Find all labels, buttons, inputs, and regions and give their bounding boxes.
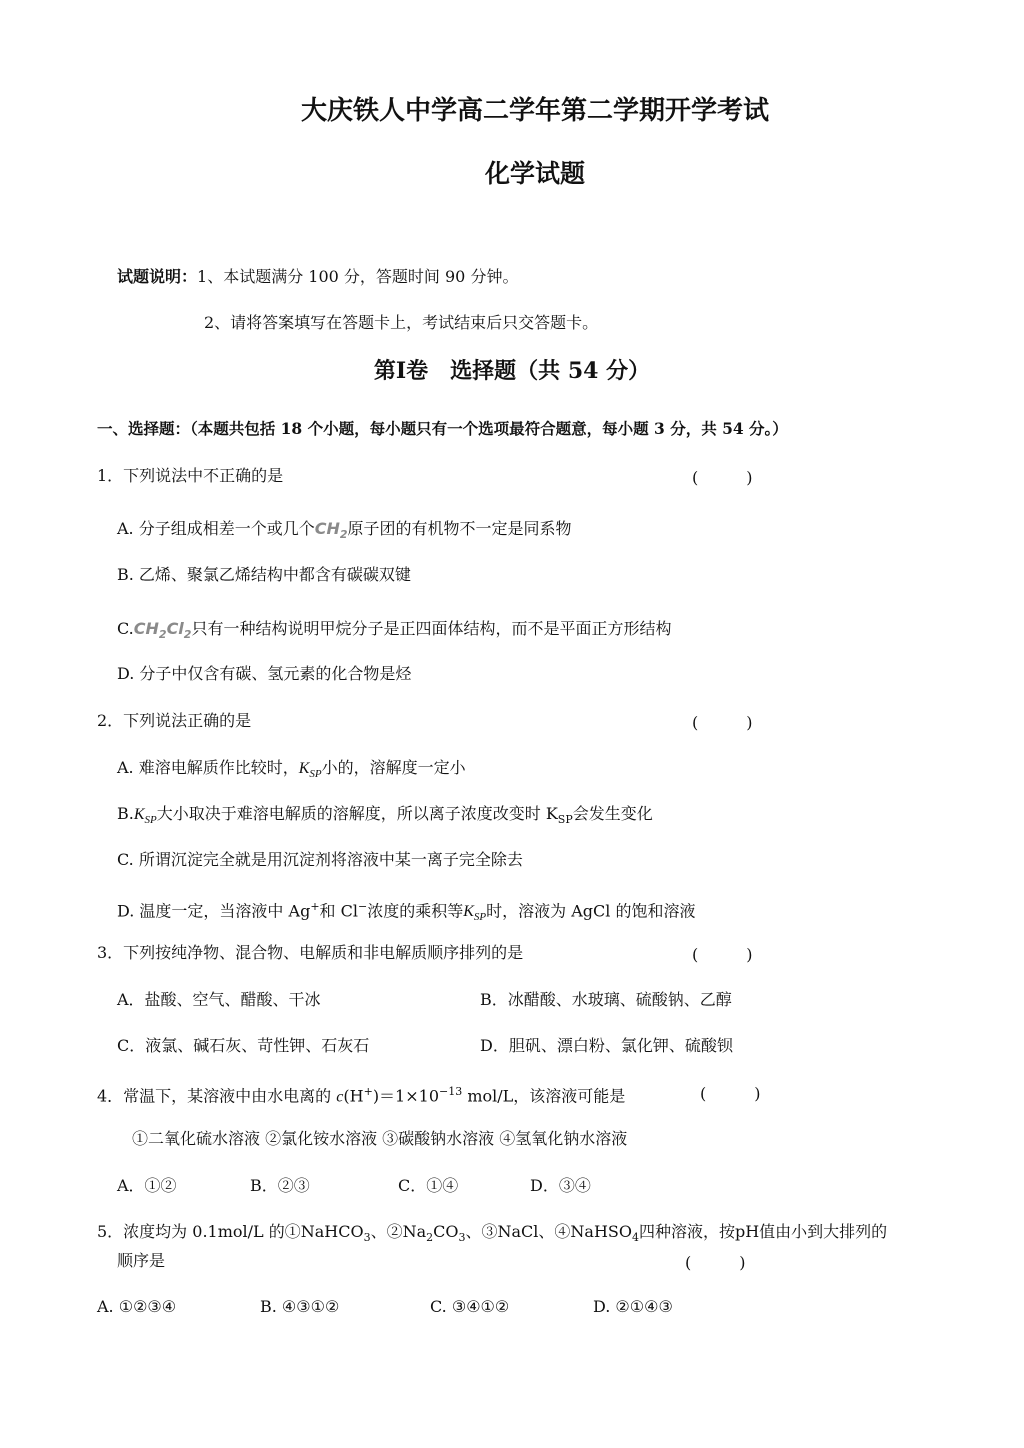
q1-option-b: B. 乙烯、聚氯乙烯结构中都含有碳碳双键 (117, 565, 411, 584)
q1-answer-paren: ( ) (692, 468, 753, 487)
instruction-item-1: 1、本试题满分 100 分，答题时间 90 分钟。 (197, 267, 519, 286)
ksp-symbol: $K_{SP}$ (298, 760, 322, 781)
q4-option-a: A．①② (117, 1176, 177, 1195)
section-heading: 一、选择题：（本题共包括 18 个小题，每小题只有一个选项最符合题意，每小题 3 分，共 54 分。） (97, 419, 788, 438)
q5-option-a: A. ①②③④ (97, 1297, 177, 1316)
q3-option-a: A．盐酸、空气、醋酸、干冰 (117, 990, 321, 1009)
q3-option-c: C．液氯、碱石灰、苛性钾、石灰石 (117, 1036, 370, 1055)
q5-answer-paren: ( ) (685, 1253, 746, 1272)
ch2-formula: $CH_2$ (314, 519, 348, 542)
q4-answer-paren: ( ) (700, 1084, 761, 1103)
q4-option-c: C．①④ (398, 1176, 459, 1195)
q3-option-b: B．冰醋酸、水玻璃、硫酸钠、乙醇 (480, 990, 732, 1009)
q4-stem: 4．常温下，某溶液中由水电离的 $c(H^+)=1\times 10^{-13}$ mol/L，该溶液可能是 (97, 1085, 626, 1106)
q5-option-b: B. ④③①② (260, 1297, 340, 1316)
q4-option-b: B．②③ (250, 1176, 310, 1195)
exam-subtitle: 化学试题 (484, 159, 585, 188)
q1-option-d: D. 分子中仅含有碳、氢元素的化合物是烃 (117, 664, 412, 683)
q1-stem: 1．下列说法中不正确的是 (97, 466, 284, 485)
instruction-item-2: 2、请将答案填写在答题卡上，考试结束后只交答题卡。 (204, 313, 599, 332)
q3-option-d: D．胆矾、漂白粉、氯化钾、硫酸钡 (480, 1036, 733, 1055)
q1-c-text: 只有一种结构说明甲烷分子是正四面体结构，而不是平面正方形结构 (191, 619, 672, 638)
q4-options-list: ①二氧化硫水溶液 ②氯化铵水溶液 ③碳酸钠水溶液 ④氢氧化钠水溶液 (132, 1129, 628, 1148)
q5-stem-line-2: 顺序是 (117, 1251, 166, 1270)
q1-a-text-2: 原子团的有机物不一定是同系物 (347, 519, 572, 538)
instructions-line-1 (117, 266, 518, 288)
q2-answer-paren: ( ) (692, 713, 753, 732)
q2-option-d: D. 温度一定，当溶液中 Ag+和 Cl−浓度的乘积等$K_{SP}$时，溶液为 AgCl 的饱和溶液 (117, 900, 696, 924)
ksp-symbol: $K_{SP}$ (463, 903, 487, 924)
q2-option-c: C. 所谓沉淀完全就是用沉淀剂将溶液中某一离子完全除去 (117, 850, 523, 869)
q5-option-d: D. ②①④③ (593, 1297, 673, 1316)
q2-option-a: A. 难溶电解质作比较时，$K_{SP}$小的，溶解度一定小 (117, 758, 466, 781)
q5-option-c: C. ③④①② (430, 1297, 510, 1316)
ch2cl2-formula: $CH_2Cl_2$ (133, 619, 192, 642)
q1-option-c (117, 618, 671, 646)
q4-option-d: D．③④ (530, 1176, 591, 1195)
q5-stem: 5．浓度均为 0.1mol/L 的①NaHCO$_3$、$②Na_2CO_3$、③NaCl、④NaHSO$_4$四种溶液，按pH值由小到大排列的 (97, 1222, 888, 1245)
q1-a-text: A. 分子组成相差一个或几个 (117, 519, 315, 538)
q3-answer-paren: ( ) (692, 945, 753, 964)
instructions-label: 试题说明： (117, 267, 198, 286)
part-heading: 第Ⅰ卷 选择题（共 54 分） (373, 358, 651, 384)
q2-option-b: $B.K_{SP}$大小取决于难溶电解质的溶解度，所以离子浓度改变时 $K_{SP}$会发生变化 (117, 804, 653, 827)
q1-c-label: C. (117, 619, 134, 638)
q2-stem: 2．下列说法正确的是 (97, 711, 252, 730)
q1-option-a (117, 518, 572, 546)
ksp-symbol: $K_{SP}$ (133, 806, 157, 827)
exam-title: 大庆铁人中学高二学年第二学期开学考试 (300, 96, 769, 126)
q3-stem: 3．下列按纯净物、混合物、电解质和非电解质顺序排列的是 (97, 943, 524, 962)
